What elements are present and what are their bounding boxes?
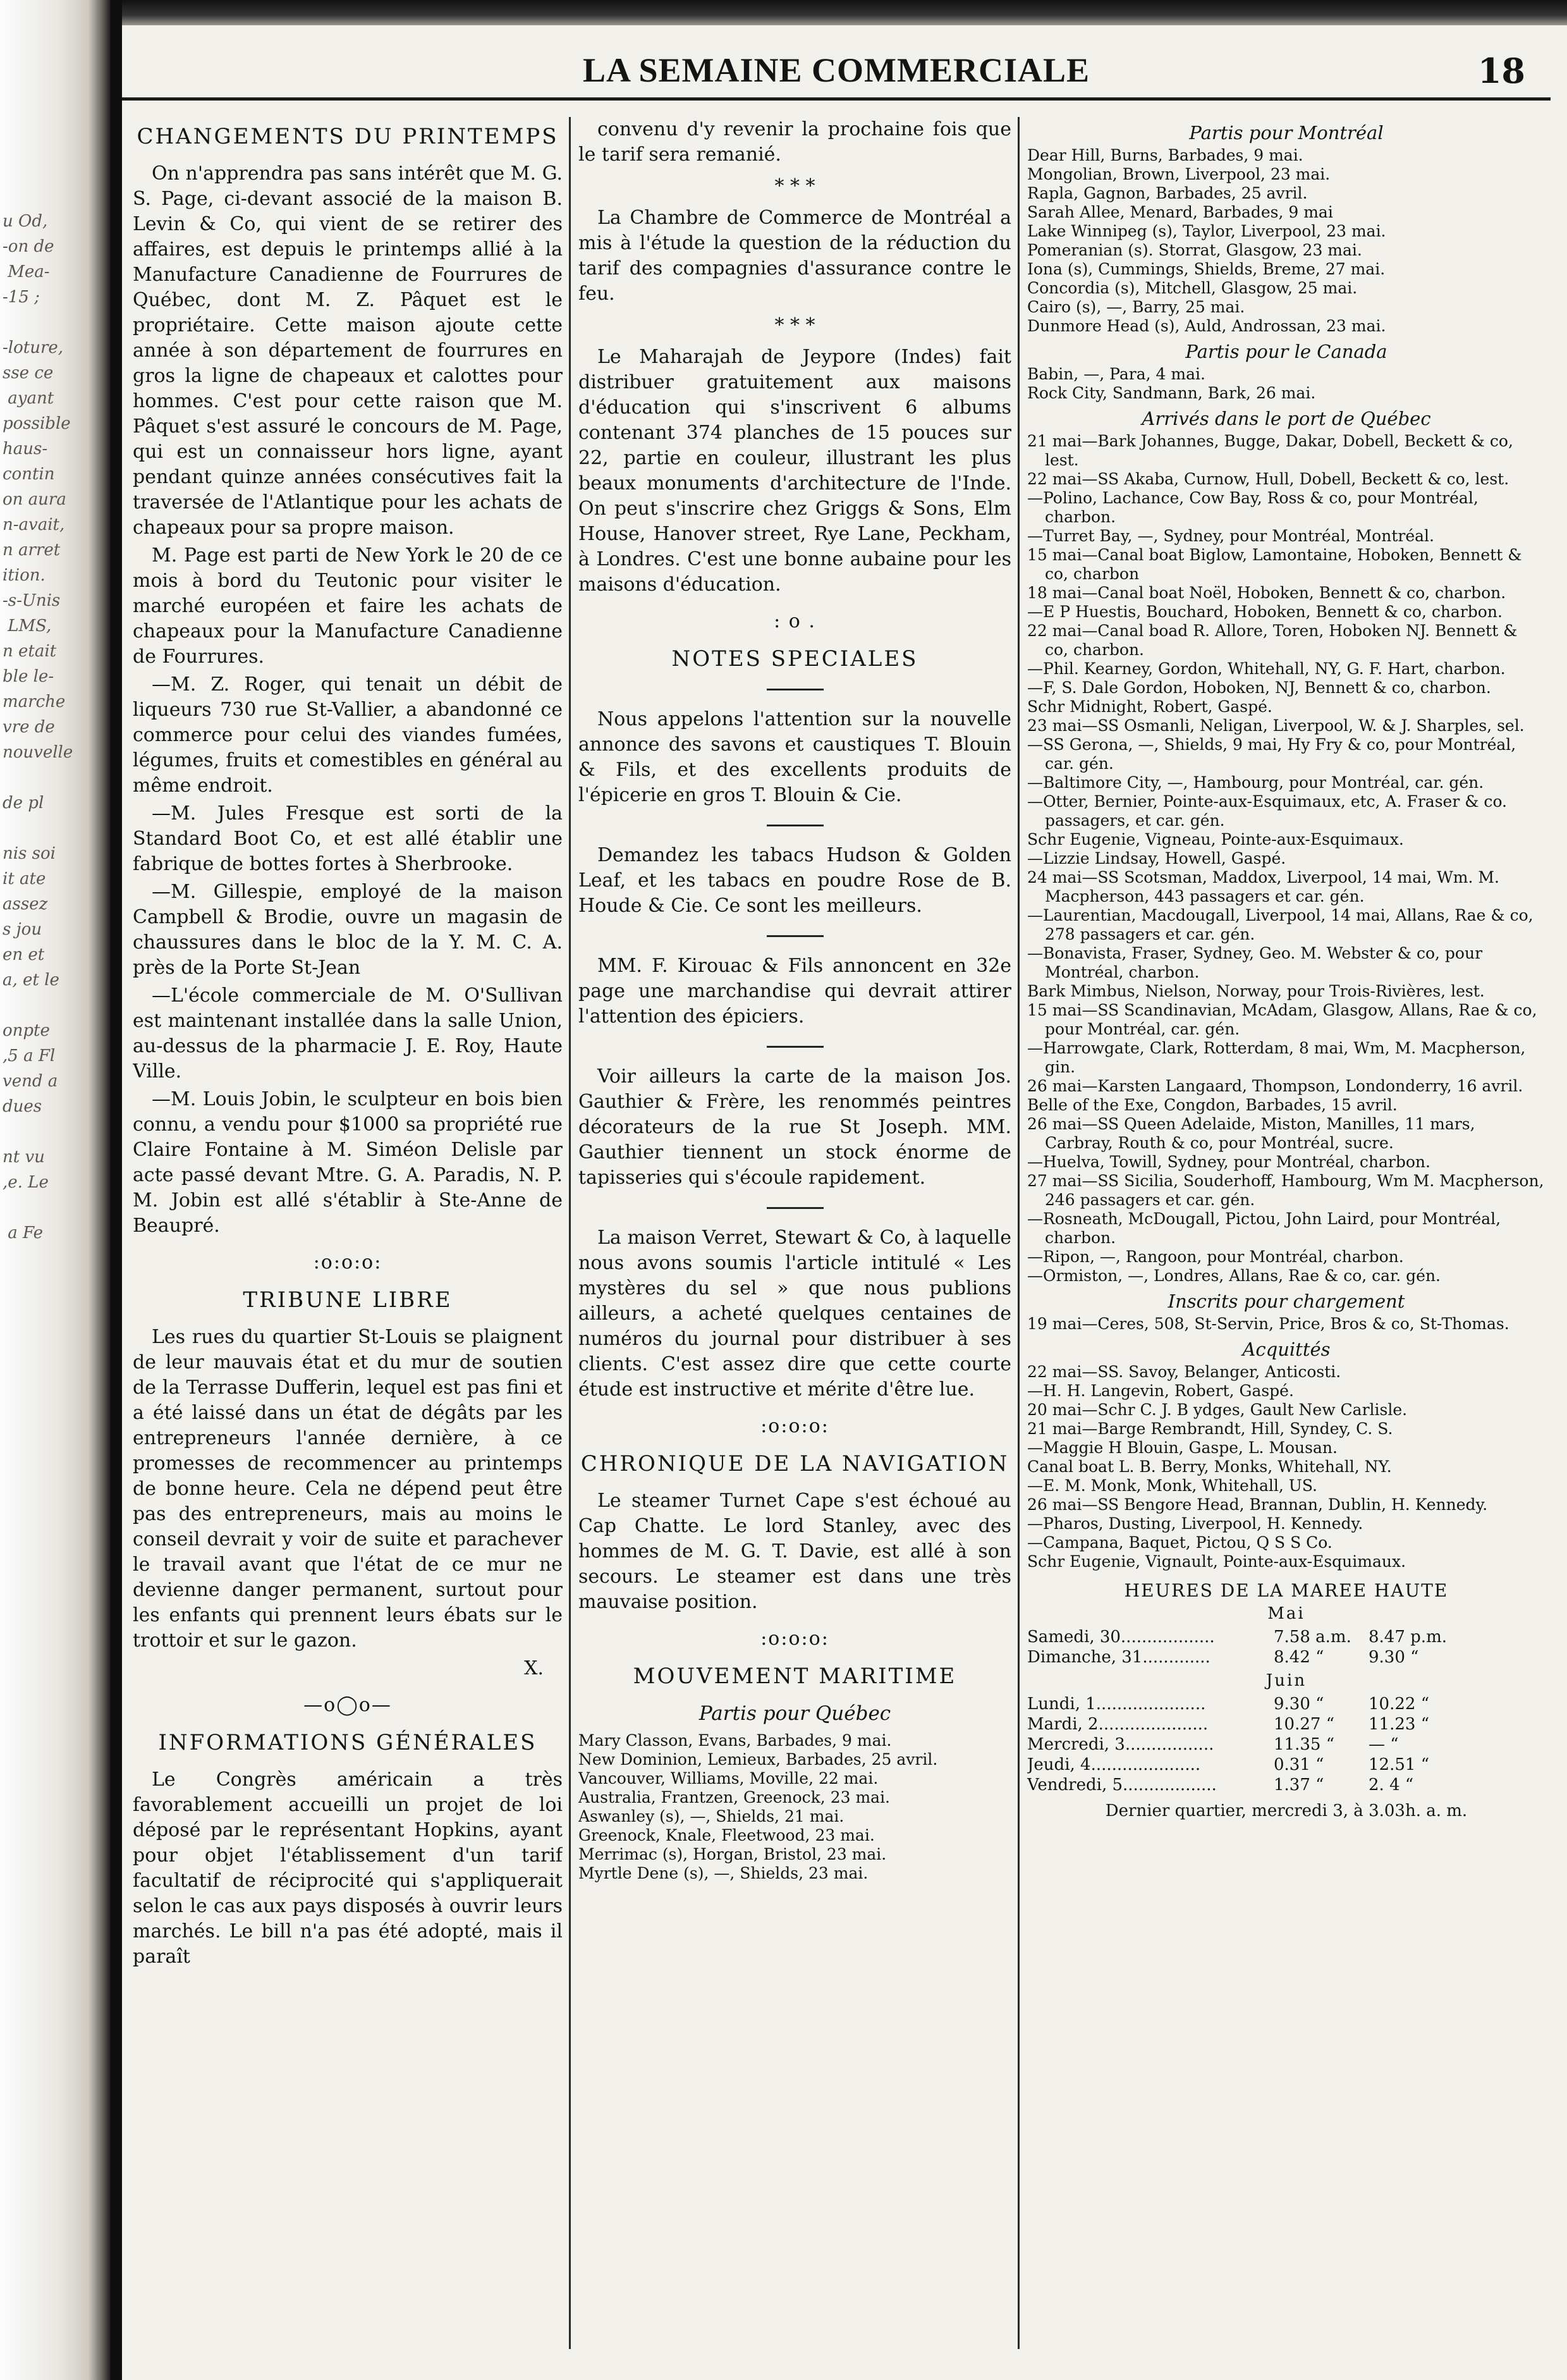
header-rule: [122, 97, 1551, 101]
tide-pm: 10.22 “: [1369, 1695, 1429, 1714]
tide-am: 8.42 “: [1274, 1648, 1324, 1667]
article-paragraph: —M. Louis Jobin, le sculpteur en bois bien connu, a vendu pour $1000 sa propriété rue Claire Fontaine à M. Siméon Delisle par acte passé devant Mtre. G. A. Paradis, N. P. M. Jobin est allé s'établir à Ste-Anne de Beaupré.: [133, 1088, 563, 1237]
section-separator: :o:o:o:: [313, 1251, 382, 1273]
tide-row: [1027, 1775, 1546, 1795]
subheading-acquittes: Acquittés: [1242, 1339, 1331, 1360]
section-heading-tribune: TRIBUNE LIBRE: [243, 1287, 453, 1313]
article-paragraph: La Chambre de Commerce de Montréal a mis à l'étude la question de la réduction du tarif des compagnies d'assurance contre le feu.: [578, 207, 1011, 305]
tide-pm: 12.51 “: [1369, 1755, 1429, 1774]
ship-entry: 21 mai—Bark Johannes, Bugge, Dakar, Dobell, Beckett & co, lest.: [1027, 432, 1513, 469]
notice-paragraph: Demandez les tabacs Hudson & Golden Leaf, et les tabacs en poudre Rose de B. Houde & Cie. Ce sont les meilleurs.: [578, 844, 1011, 917]
section-separator: —o◯o—: [303, 1694, 392, 1716]
section-separator: :o:o:o:: [760, 1415, 829, 1437]
tide-row: [1027, 1755, 1546, 1775]
newspaper-title: LA SEMAINE COMMERCIALE: [582, 51, 1090, 89]
ship-entry: —Bonavista, Fraser, Sydney, Geo. M. Webster & co, pour Montréal, charbon.: [1027, 944, 1483, 981]
subheading-partis-canada: Partis pour le Canada: [1185, 341, 1387, 362]
article-paragraph: Le steamer Turnet Cape s'est échoué au Cap Chatte. Le lord Stanley, avec des hommes de M. G. T. Davie, est allé à son secours. Le steamer est dans une très mauvaise position.: [578, 1490, 1011, 1613]
notice-paragraph: La maison Verret, Stewart & Co, à laquelle nous avons soumis l'article intitulé « Les mystères du sel » que nous publions ailleurs, a acheté quelques centaines de numéros du journal pour distribuer à ses clients. C'est assez dire que cette courte étude est instructive et mérite d'être lue.: [578, 1227, 1011, 1401]
ship-list-cleared: [1027, 1363, 1546, 1571]
article-paragraph: On n'apprendra pas sans intérêt que M. G. S. Page, ci-devant associé de la maison B. Levin & Co, qui vient de se retirer des affaires, est depuis le printemps allié à la Manufacture Canadienne de Fourrures de Québec, dont M. Z. Pâquet est le propriétaire. Cette maison ajoute cette année à son département de fourrures en gros la ligne de chapeaux et calottes pour hommes. C'est pour cette raison que M. Pâquet s'est assuré le concours de M. Page, qui est un connaisseur hors ligne, ayant pendant quinze années consécutives fait la traversée de l'Atlantique pour les achats de chapeaux pour sa propre maison.: [133, 163, 563, 539]
subheading-arrives: Arrivés dans le port de Québec: [1142, 408, 1431, 429]
ship-entry: —Pharos, Dusting, Liverpool, H. Kennedy.: [1027, 1514, 1363, 1533]
short-rule: [767, 935, 824, 937]
article-paragraph: M. Page est parti de New York le 20 de ce mois à bord du Teutonic pour visiter le marché européen et faire les achats de chapeaux pour la Manufacture Canadienne de Fourrures.: [133, 544, 563, 668]
ship-entry: Sarah Allee, Menard, Barbades, 9 mai: [1027, 203, 1333, 221]
ship-entry: 26 mai—SS Bengore Head, Brannan, Dublin, H. Kennedy.: [1027, 1495, 1488, 1514]
ship-entry: Belle of the Exe, Congdon, Barbades, 15 avril.: [1027, 1096, 1398, 1114]
short-rule: [767, 825, 824, 826]
ship-entry: Aswanley (s), —, Shields, 21 mai.: [578, 1807, 844, 1825]
tide-month-may: Mai: [1267, 1604, 1305, 1623]
ship-entry: 26 mai—SS Queen Adelaide, Miston, Manilles, 11 mars, Carbray, Routh & co, pour Montréal, sucre.: [1027, 1115, 1475, 1152]
page-number: 18: [1477, 51, 1525, 91]
ship-list-arrivals: [1027, 432, 1546, 1285]
tide-day: Vendredi, 5..................: [1027, 1776, 1217, 1794]
tide-day: Jeudi, 4.....................: [1027, 1755, 1201, 1774]
ship-entry: Schr Eugenie, Vigneau, Pointe-aux-Esquimaux.: [1027, 830, 1404, 849]
column-rule-2: [1018, 117, 1020, 2349]
scan-top-edge: [122, 0, 1567, 25]
book-spine: [111, 0, 122, 2380]
ship-entry: Schr Midnight, Robert, Gaspé.: [1027, 697, 1272, 716]
tide-day: Mercredi, 3.................: [1027, 1735, 1214, 1754]
section-heading-informations: INFORMATIONS GÉNÉRALES: [158, 1730, 537, 1755]
ship-entry: 19 mai—Ceres, 508, St-Servin, Price, Bros & co, St-Thomas.: [1027, 1315, 1509, 1333]
tide-rows-may: [1027, 1627, 1546, 1667]
ship-entry: 15 mai—Canal boat Biglow, Lamontaine, Hoboken, Bennett & co, charbon: [1027, 546, 1522, 583]
section-heading-navigation: CHRONIQUE DE LA NAVIGATION: [580, 1451, 1009, 1476]
ship-entry: —F, S. Dale Gordon, Hoboken, NJ, Bennett & co, charbon.: [1027, 678, 1491, 697]
moon-phase-note: Dernier quartier, mercredi 3, à 3.03h. a. m.: [1105, 1801, 1468, 1820]
page-header: [122, 46, 1551, 102]
ship-entry: —E P Huestis, Bouchard, Hoboken, Bennett & co, charbon.: [1027, 603, 1503, 621]
ship-entry: —Otter, Bernier, Pointe-aux-Esquimaux, etc, A. Fraser & co. passagers, et car. gén.: [1027, 792, 1507, 830]
ship-entry: 26 mai—Karsten Langaard, Thompson, Londonderry, 16 avril.: [1027, 1077, 1523, 1095]
short-rule: [767, 689, 824, 690]
tide-day: Dimanche, 31.............: [1027, 1648, 1210, 1667]
ship-entry: Schr Eugenie, Vignault, Pointe-aux-Esquimaux.: [1027, 1552, 1406, 1571]
ship-entry: —Phil. Kearney, Gordon, Whitehall, NY, G. F. Hart, charbon.: [1027, 659, 1506, 678]
ship-entry: —Huelva, Towill, Sydney, pour Montréal, charbon.: [1027, 1153, 1430, 1171]
tide-am: 9.30 “: [1274, 1695, 1324, 1714]
tide-row: [1027, 1694, 1546, 1714]
ship-entry: 23 mai—SS Osmanli, Neligan, Liverpool, W. & J. Sharples, sel.: [1027, 716, 1525, 735]
ship-entry: 20 mai—Schr C. J. B ydges, Gault New Carlisle.: [1027, 1401, 1408, 1419]
asterism: * * *: [774, 175, 815, 197]
tide-day: Lundi, 1.....................: [1027, 1695, 1206, 1714]
ship-entry: —Harrowgate, Clark, Rotterdam, 8 mai, Wm, M. Macpherson, gin.: [1027, 1039, 1526, 1076]
ship-entry: —Lizzie Lindsay, Howell, Gaspé.: [1027, 849, 1286, 868]
ship-entry: Merrimac (s), Horgan, Bristol, 23 mai.: [578, 1845, 887, 1863]
article-paragraph: convenu d'y revenir la prochaine fois que le tarif sera remanié.: [578, 118, 1011, 166]
article-paragraph: —M. Jules Fresque est sorti de la Standard Boot Co, et est allé établir une fabrique de bottes fortes à Sherbrooke.: [133, 802, 563, 875]
ship-entry: Canal boat L. B. Berry, Monks, Whitehall, NY.: [1027, 1457, 1392, 1476]
facing-page-edge: [0, 0, 111, 2380]
ship-entry: New Dominion, Lemieux, Barbades, 25 avril.: [578, 1750, 938, 1769]
article-paragraph: —M. Gillespie, employé de la maison Campbell & Brodie, ouvre un magasin de chaussures dans le bloc de la Y. M. C. A. près de la Porte St-Jean: [133, 881, 563, 979]
section-heading-notes: NOTES SPECIALES: [671, 646, 918, 672]
ship-entry: 27 mai—SS Sicilia, Souderhoff, Hambourg, Wm M. Macpherson, 246 passagers et car. gén.: [1027, 1172, 1544, 1209]
ship-entry: Concordia (s), Mitchell, Glasgow, 25 mai.: [1027, 279, 1358, 297]
asterism: * * *: [774, 314, 815, 336]
section-separator: : o .: [774, 610, 816, 632]
column-3: [1027, 117, 1546, 2355]
tide-am: 10.27 “: [1274, 1715, 1334, 1734]
ship-entry: 22 mai—SS. Savoy, Belanger, Anticosti.: [1027, 1363, 1341, 1381]
ship-entry: —SS Gerona, —, Shields, 9 mai, Hy Fry & co, pour Montréal, car. gén.: [1027, 735, 1516, 773]
facing-page-text: u Od, -on de Mea- -15 ; -loture, sse ce ayant possible haus- contin on aura n-avait, n arret ition. -s-Unis LMS, n etait ble le- marche vre de nouvelle de pl nis soi it ate assez s jou en et a, et le onpte ,5 a Fl vend a dues nt vu ,e. Le a Fe: [3, 212, 73, 1242]
ship-entry: Cairo (s), —, Barry, 25 mai.: [1027, 298, 1245, 316]
ship-entry: 24 mai—SS Scotsman, Maddox, Liverpool, 14 mai, Wm. M. Macpherson, 443 passagers et car. gén.: [1027, 868, 1499, 905]
ship-entry: —Ormiston, —, Londres, Allans, Rae & co, car. gén.: [1027, 1267, 1441, 1285]
article-paragraph: —L'école commerciale de M. O'Sullivan est maintenant installée dans la salle Union, au-dessus de la pharmacie J. E. Roy, Haute Ville.: [133, 985, 563, 1083]
ship-entry: 18 mai—Canal boat Noël, Hoboken, Bennett & co, charbon.: [1027, 584, 1506, 602]
tide-am: 1.37 “: [1274, 1776, 1324, 1794]
ship-entry: —Campana, Baquet, Pictou, Q S S Co.: [1027, 1533, 1332, 1552]
ship-entry: —Baltimore City, —, Hambourg, pour Montréal, car. gén.: [1027, 773, 1484, 792]
ship-entry: 21 mai—Barge Rembrandt, Hill, Syndey, C. S.: [1027, 1420, 1393, 1438]
notice-paragraph: Nous appelons l'attention sur la nouvelle annonce des savons et caustiques T. Blouin & Fils, et des excellents produits de l'épicerie en gros T. Blouin & Cie.: [578, 708, 1011, 806]
ship-entry: Dunmore Head (s), Auld, Androssan, 23 mai.: [1027, 317, 1386, 335]
ship-entry: Vancouver, Williams, Moville, 22 mai.: [578, 1769, 879, 1788]
tide-pm: 11.23 “: [1369, 1715, 1429, 1734]
short-rule: [767, 1046, 824, 1048]
tide-am: 11.35 “: [1274, 1735, 1334, 1754]
subheading-partis-montreal: Partis pour Montréal: [1189, 122, 1384, 144]
subheading-inscrits: Inscrits pour chargement: [1168, 1291, 1405, 1312]
tide-day: Samedi, 30..................: [1027, 1628, 1215, 1647]
tide-row: [1027, 1714, 1546, 1734]
tide-day: Mardi, 2.....................: [1027, 1715, 1209, 1734]
notice-paragraph: MM. F. Kirouac & Fils annoncent en 32e page une marchandise qui devrait attirer l'attention des épiciers.: [578, 955, 1011, 1027]
tide-pm: 2. 4 “: [1369, 1776, 1414, 1794]
ship-list-canada: [1027, 365, 1546, 403]
ship-entry: Australia, Frantzen, Greenock, 23 mai.: [578, 1788, 891, 1806]
tide-pm: 8.47 p.m.: [1369, 1628, 1447, 1647]
tide-row: [1027, 1647, 1546, 1667]
tide-pm: 9.30 “: [1369, 1648, 1419, 1667]
ship-entry: 22 mai—Canal boad R. Allore, Toren, Hoboken NJ. Bennett & co, charbon.: [1027, 622, 1518, 659]
column-1: [133, 117, 563, 2355]
ship-entry: Rock City, Sandmann, Bark, 26 mai.: [1027, 384, 1316, 402]
tide-pm: — “: [1369, 1735, 1399, 1754]
ship-entry: Iona (s), Cummings, Shields, Breme, 27 mai.: [1027, 260, 1386, 278]
ship-entry: —Turret Bay, —, Sydney, pour Montréal, Montréal.: [1027, 527, 1434, 545]
ship-entry: Greenock, Knale, Fleetwood, 23 mai.: [578, 1826, 875, 1844]
ship-entry: —Rosneath, McDougall, Pictou, John Laird, pour Montréal, charbon.: [1027, 1210, 1501, 1247]
tide-table-title: HEURES DE LA MAREE HAUTE: [1124, 1580, 1449, 1601]
ship-entry: —Maggie H Blouin, Gaspe, L. Mousan.: [1027, 1438, 1338, 1457]
column-2: [578, 117, 1011, 2355]
ship-entry: 15 mai—SS Scandinavian, McAdam, Glasgow, Allans, Rae & co, pour Montréal, car. gén.: [1027, 1001, 1537, 1038]
ship-entry: Dear Hill, Burns, Barbades, 9 mai.: [1027, 146, 1303, 164]
ship-entry: —Laurentian, Macdougall, Liverpool, 14 mai, Allans, Rae & co, 278 passagers et car. gén.: [1027, 906, 1533, 943]
article-paragraph: Les rues du quartier St-Louis se plaignent de leur mauvais état et du mur de soutien de la Terrasse Dufferin, lequel est pas fini et a été laissé dans un état de dégâts par les entrepreneurs l'année dernière, à ce promesses de recommencer au printemps de bonne heure. Cela ne dépend peut être pas des entrepreneurs, mais au moins le conseil devrait y voir de suite et parachever le travail avant que l'état de ce mur ne devienne danger permanent, surtout pour les enfants qui prennent leurs ébats sur le trottoir et sur le gazon.: [133, 1326, 563, 1652]
ship-entry: Bark Mimbus, Nielson, Norway, pour Trois-Rivières, lest.: [1027, 982, 1485, 1000]
ship-entry: —E. M. Monk, Monk, Whitehall, US.: [1027, 1476, 1317, 1495]
ship-entry: Myrtle Dene (s), —, Shields, 23 mai.: [578, 1864, 869, 1882]
ship-entry: Mary Classon, Evans, Barbades, 9 mai.: [578, 1731, 892, 1750]
tide-row: [1027, 1734, 1546, 1755]
tide-rows-june: [1027, 1694, 1546, 1795]
ship-list-quebec: [578, 1731, 1011, 1883]
tide-row: [1027, 1627, 1546, 1647]
tide-am: 0.31 “: [1274, 1755, 1324, 1774]
article-signature: X.: [524, 1657, 544, 1679]
ship-entry: Lake Winnipeg (s), Taylor, Liverpool, 23 mai.: [1027, 222, 1386, 240]
article-paragraph: Le Congrès américain a très favorablement accueilli un projet de loi déposé par le représentant Hopkins, ayant pour objet l'établissement d'un tarif facultatif de réciprocité qui s'appliquerait selon le cas aux pays disposés à ouvrir leurs marchés. Le bill n'a pas été adopté, mais il paraît: [133, 1769, 563, 1968]
article-paragraph: Le Maharajah de Jeypore (Indes) fait distribuer gratuitement aux maisons d'éducation qui s'inscrivent 6 albums contenant 374 planches de 15 pouces sur 22, partie en couleur, illustrant les plus beaux monuments d'architecture de l'Inde. On peut s'inscrire chez Griggs & Sons, Elm House, Hanover street, Rye Lane, Peckham, à Londres. C'est une bonne aubaine pour les maisons d'éducation.: [578, 346, 1011, 596]
tide-month-june: Juin: [1265, 1671, 1307, 1690]
ship-list-loading: [1027, 1315, 1546, 1334]
notice-paragraph: Voir ailleurs la carte de la maison Jos. Gauthier & Frère, les renommés peintres décorateurs de la rue St Joseph. MM. Gauthier tiennent un stock énorme de tapisseries qui s'écoule rapidement.: [578, 1065, 1011, 1189]
ship-entry: —Ripon, —, Rangoon, pour Montréal, charbon.: [1027, 1248, 1404, 1266]
ship-entry: Pomeranian (s). Storrat, Glasgow, 23 mai.: [1027, 241, 1362, 259]
article-paragraph: —M. Z. Roger, qui tenait un débit de liqueurs 730 rue St-Vallier, a abandonné ce commerce pour celui des viandes fumées, légumes, fruits et comestibles en général au même endroit.: [133, 673, 563, 797]
section-separator: :o:o:o:: [760, 1628, 829, 1650]
ship-entry: 22 mai—SS Akaba, Curnow, Hull, Dobell, Beckett & co, lest.: [1027, 470, 1509, 488]
subheading-partis-quebec: Partis pour Québec: [698, 1702, 891, 1725]
ship-entry: Babin, —, Para, 4 mai.: [1027, 365, 1205, 383]
short-rule: [767, 1207, 824, 1209]
ship-entry: Rapla, Gagnon, Barbades, 25 avril.: [1027, 184, 1308, 202]
section-heading-changements: CHANGEMENTS DU PRINTEMPS: [137, 124, 559, 149]
tide-am: 7.58 a.m.: [1274, 1628, 1351, 1647]
column-rule-1: [569, 117, 571, 2349]
ship-entry: —H. H. Langevin, Robert, Gaspé.: [1027, 1382, 1294, 1400]
ship-entry: —Polino, Lachance, Cow Bay, Ross & co, pour Montréal, charbon.: [1027, 489, 1479, 526]
section-heading-mouvement: MOUVEMENT MARITIME: [633, 1664, 957, 1689]
ship-list-montreal: [1027, 146, 1546, 336]
ship-entry: Mongolian, Brown, Liverpool, 23 mai.: [1027, 165, 1331, 183]
